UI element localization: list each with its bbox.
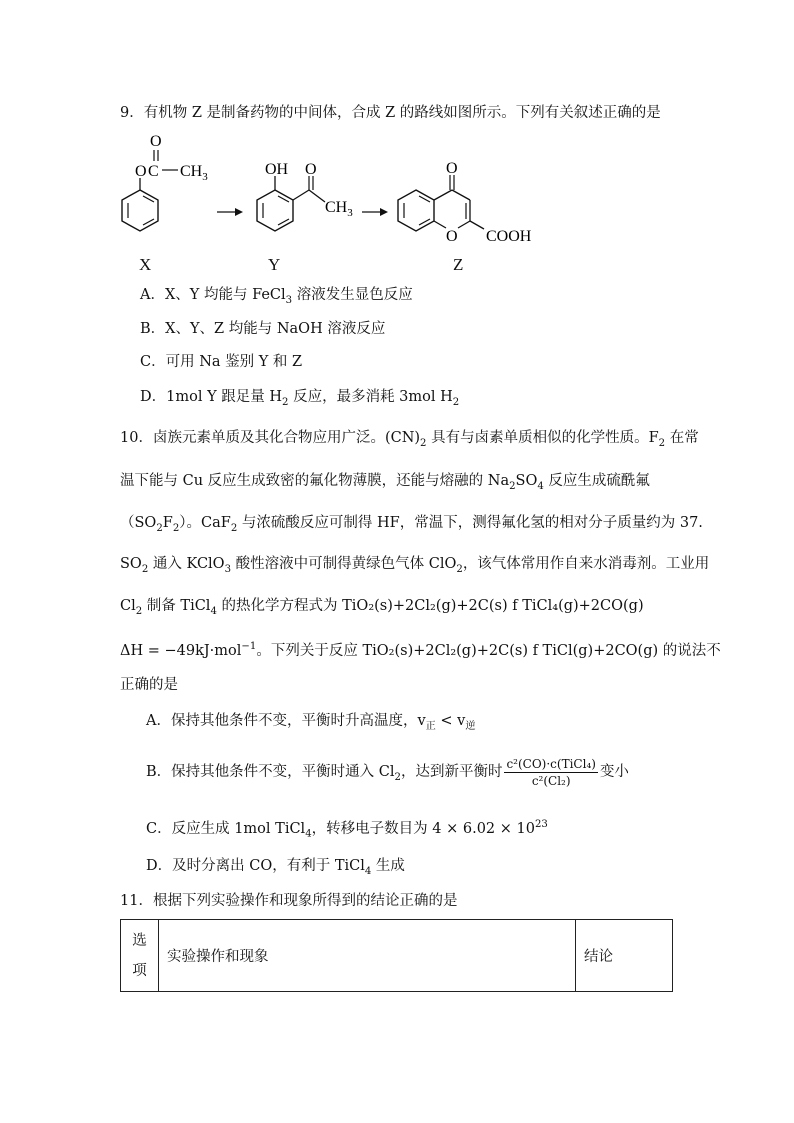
y-methyl: $CH_3$ (325, 199, 353, 219)
table-header-operation: 实验操作和现象 (159, 920, 576, 992)
q10-option-a: A．保持其他条件不变，平衡时升高温度，$v_正 < v_逆$ (146, 713, 476, 732)
structure-x (110, 128, 230, 246)
x-methyl: $CH_3$ (180, 163, 208, 183)
q10-option-d: D．及时分离出 CO，有利于 TiCl$_4$ 生成 (146, 858, 405, 877)
q10-option-c: C．反应生成 1mol TiCl$_4$，转移电子数目为 $4 \times 6.02 \times 10^{23}$ (146, 819, 548, 840)
reaction-arrow-2 (360, 205, 390, 219)
x-carbonyl-c: C (148, 163, 159, 180)
equilibrium-fraction: $\frac{\text{c²(CO)·c(TiCl₄)}}{\text{c²(Cl₂)}}$ (506, 756, 596, 788)
label-x: X (139, 255, 152, 274)
q10-line-1: 10．卤族元素单质及其化合物应用广泛。$(CN)_2$ 具有与卤素单质相似的化学性质。$F_2$ 在常 (120, 430, 699, 449)
structure-y (245, 150, 365, 250)
q10-line-7: 正确的是 (120, 677, 178, 693)
x-ester-o: O (135, 163, 147, 180)
q9-option-d: D．1mol Y 跟足量 $H_2$ 反应，最多消耗 3mol $H_2$ (140, 389, 460, 408)
table-header-conclusion: 结论 (576, 920, 673, 992)
z-carboxyl: COOH (486, 228, 532, 245)
q11-table (120, 919, 673, 992)
x-carbonyl-o: O (150, 133, 162, 150)
q10-line-5: $Cl_2$ 制备 TiCl$_4$ 的热化学方程式为 TiO₂(s)+2Cl₂(g)+2C(s) f TiCl₄(g)+2CO(g) (120, 598, 644, 617)
structure-z (388, 155, 558, 250)
q9-option-b: B．X、Y、Z 均能与 NaOH 溶液反应 (140, 321, 386, 337)
z-carbonyl-o: O (446, 160, 458, 177)
y-carbonyl-o: O (305, 161, 317, 178)
table-row (121, 920, 673, 992)
label-y: Y (268, 255, 281, 274)
q10-line-2: 温下能与 Cu 反应生成致密的氟化物薄膜，还能与熔融的 $Na_2SO_4$ 反应生成硫酰氟 (120, 473, 650, 492)
q10-option-b: B．保持其他条件不变，平衡时通入 $Cl_2$，达到新平衡时 $\frac{\text{c²(CO)·c(TiCl₄)}}{\text{c²(Cl₂)}}$ 变小 (146, 756, 629, 788)
q10-line-3: $(SO_2F_2)$。CaF$_2$ 与浓硫酸反应可制得 HF，常温下，测得氟化氢的相对分子质量约为 37. (120, 515, 703, 534)
benzene-ring-y (257, 190, 293, 231)
q10-line-4: $SO_2$ 通入 KClO$_3$ 酸性溶液中可制得黄绿色气体 ClO$_2$，该气体常用作自来水消毒剂。工业用 (120, 556, 710, 575)
q9-stem: 9．有机物 Z 是制备药物的中间体，合成 Z 的路线如图所示。下列有关叙述正确的是 (120, 105, 661, 121)
q11-stem: 11．根据下列实验操作和现象所得到的结论正确的是 (120, 893, 458, 909)
label-z: Z (453, 255, 464, 274)
q10-line-6: ΔH = −49kJ·mol$^{-1}$。下列关于反应 TiO₂(s)+2Cl₂(g)+2C(s) f TiCl(g)+2CO(g) 的说法不 (120, 641, 721, 659)
z-ring-oxygen: O (446, 228, 458, 245)
benzene-ring-z (398, 190, 434, 231)
table-header-option: 选 项 (121, 920, 159, 992)
reaction-arrow-1 (215, 205, 245, 219)
y-hydroxyl: OH (265, 161, 289, 178)
q9-option-a: A．X、Y 均能与 FeCl$_3$ 溶液发生显色反应 (140, 287, 413, 306)
q9-option-c: C．可用 Na 鉴别 Y 和 Z (140, 354, 303, 370)
